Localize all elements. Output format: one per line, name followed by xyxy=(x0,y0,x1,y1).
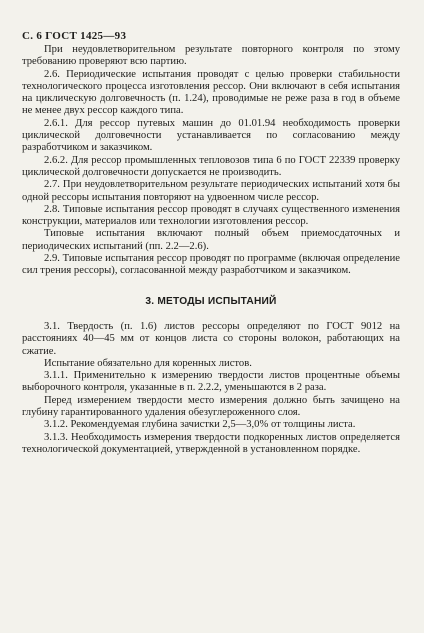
paragraph: 2.8. Типовые испытания рессор проводят в случаях существенного изменения конструкции, материалов или технологии изготовления рессор. xyxy=(22,203,400,228)
paragraph: 2.6. Периодические испытания проводят с целью проверки стабильности технологического процесса изготовления рессор. Они включают в себя испытания на циклическую долговечность (п. 1.24), проводимые не реже раза в год в объеме не менее двух рессор каждого типа. xyxy=(22,68,400,117)
paragraph: При неудовлетворительном результате повторного контроля по этому требованию проверяют всю партию. xyxy=(22,44,400,68)
paragraph: Перед измерением твердости место измерения должно быть зачищено на глубину гарантированного удаления обезуглероженного слоя. xyxy=(22,394,400,419)
paragraph: 3.1. Твердость (п. 1.6) листов рессоры определяют по ГОСТ 9012 на расстояниях 40—45 мм от концов листа со стороны волокон, работающих на сжатие. xyxy=(22,320,400,357)
section-title: 3. МЕТОДЫ ИСПЫТАНИЙ xyxy=(145,295,277,307)
document-body xyxy=(22,44,400,456)
paragraph: 2.9. Типовые испытания рессор проводят по программе (включая определение сил трения рессоры), согласованной между разработчиком и заказчиком. xyxy=(22,253,400,277)
paragraph: 3.1.3. Необходимость измерения твердости подкоренных листов определяется технологической документацией, утвержденной в установленном порядке. xyxy=(22,431,400,455)
page-header: С. 6 ГОСТ 1425—93 xyxy=(22,30,127,42)
paragraph: Испытание обязательно для коренных листов. xyxy=(44,357,252,369)
paragraph: 2.6.1. Для рессор путевых машин до 01.01.94 необходимость проверки циклической долговечности устанавливается по согласованию между разработчиком и заказчиком. xyxy=(22,117,400,154)
paragraph: 2.7. При неудовлетворительном результате периодических испытаний хотя бы одной рессоры испытания повторяют на удвоенном числе рессор. xyxy=(22,179,400,203)
paragraph: 3.1.1. Применительно к измерению твердости листов процентные объемы выборочного контроля, указанные в п. 2.2.2, уменьшаются в 2 раза. xyxy=(22,370,400,394)
paragraph: 3.1.2. Рекомендуемая глубина зачистки 2,5—3,0% от толщины листа. xyxy=(44,419,356,431)
paragraph: 2.6.2. Для рессор промышленных тепловозов типа 6 по ГОСТ 22339 проверку циклической долговечности допускается не производить. xyxy=(22,154,400,178)
paragraph: Типовые испытания включают полный объем приемосдаточных и периодических испытаний (пп. 2.2—2.6). xyxy=(22,228,400,252)
